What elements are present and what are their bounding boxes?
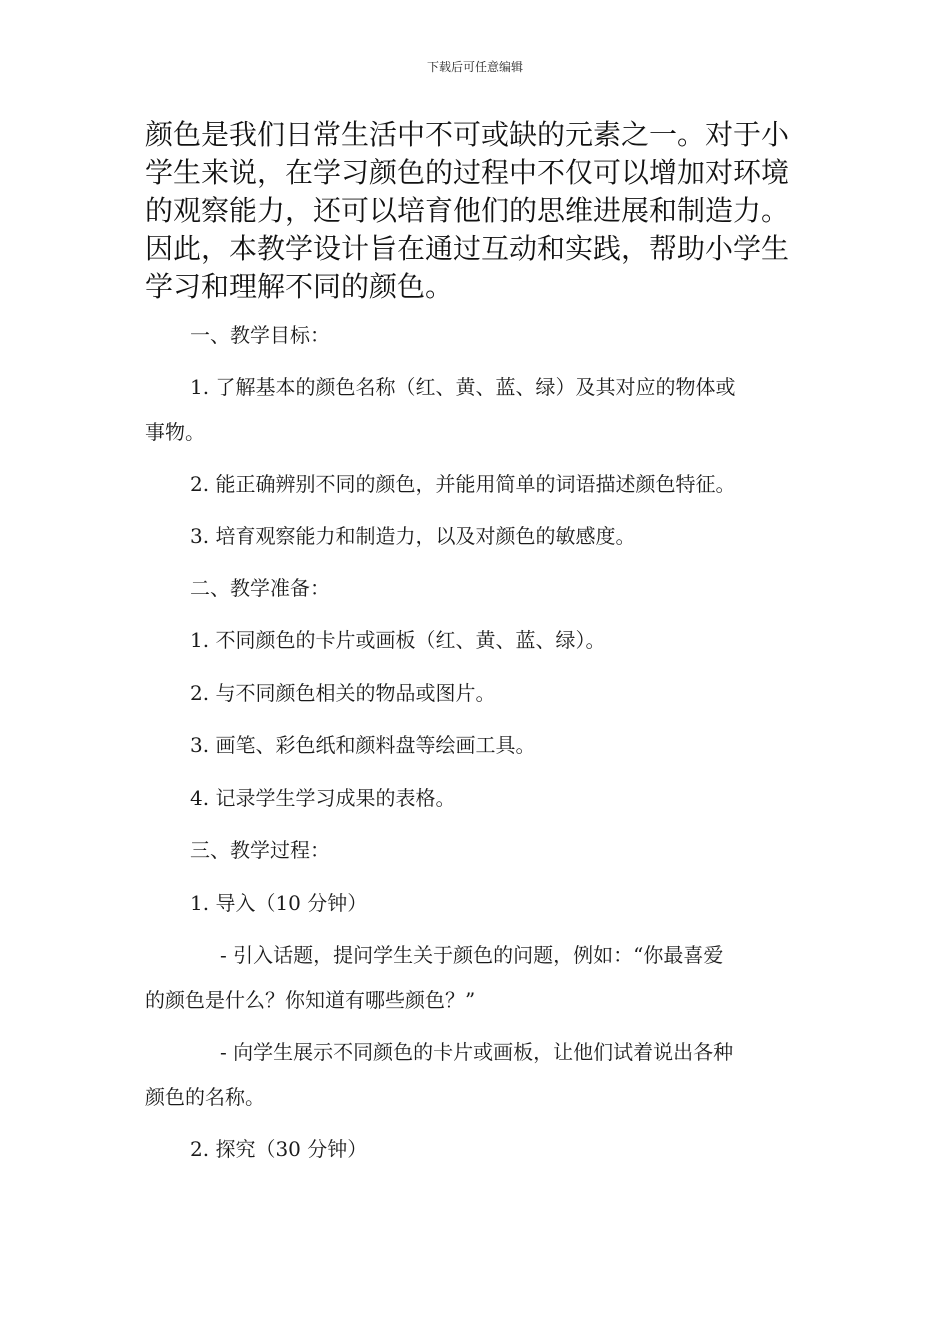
prep-1: 1. 不同颜色的卡片或画板（红、黄、蓝、绿）。 [190,628,606,652]
goal-2: 2. 能正确辨别不同的颜色，并能用简单的词语描述颜色特征。 [190,472,736,496]
intro-paragraph: 颜色是我们日常生活中不可或缺的元素之一。对于小学生来说，在学习颜色的过程中不仅可以增加对环境的观察能力，还可以培育他们的思维进展和制造力。因此，本教学设计旨在通过互动和实践，帮助小学生学习和理解不同的颜色。 [145,118,790,303]
prep-4: 4. 记录学生学习成果的表格。 [190,786,456,810]
header-note: 下载后可任意编辑 [426,60,523,74]
goal-1-line1: 1. 了解基本的颜色名称（红、黄、蓝、绿）及其对应的物体或 [190,375,736,399]
prep-3: 3. 画笔、彩色纸和颜料盘等绘画工具。 [190,733,536,757]
goal-1-line2: 事物。 [145,420,205,444]
prep-2: 2. 与不同颜色相关的物品或图片。 [190,681,496,705]
step-2: 2. 探究（30 分钟） [190,1137,368,1161]
prep-heading: 二、教学准备： [190,576,330,600]
goals-heading: 一、教学目标： [190,323,330,347]
step-1-b-line1: - 向学生展示不同颜色的卡片或画板，让他们试着说出各种 [220,1040,734,1064]
step-1-a-line2: 的颜色是什么？你知道有哪些颜色？” [145,988,476,1012]
process-heading: 三、教学过程： [190,838,330,862]
step-1-a-line1: - 引入话题，提问学生关于颜色的问题，例如：“你最喜爱 [220,943,724,967]
step-1-b-line2: 颜色的名称。 [145,1085,265,1109]
goal-3: 3. 培育观察能力和制造力，以及对颜色的敏感度。 [190,524,636,548]
step-1: 1. 导入（10 分钟） [190,891,368,915]
